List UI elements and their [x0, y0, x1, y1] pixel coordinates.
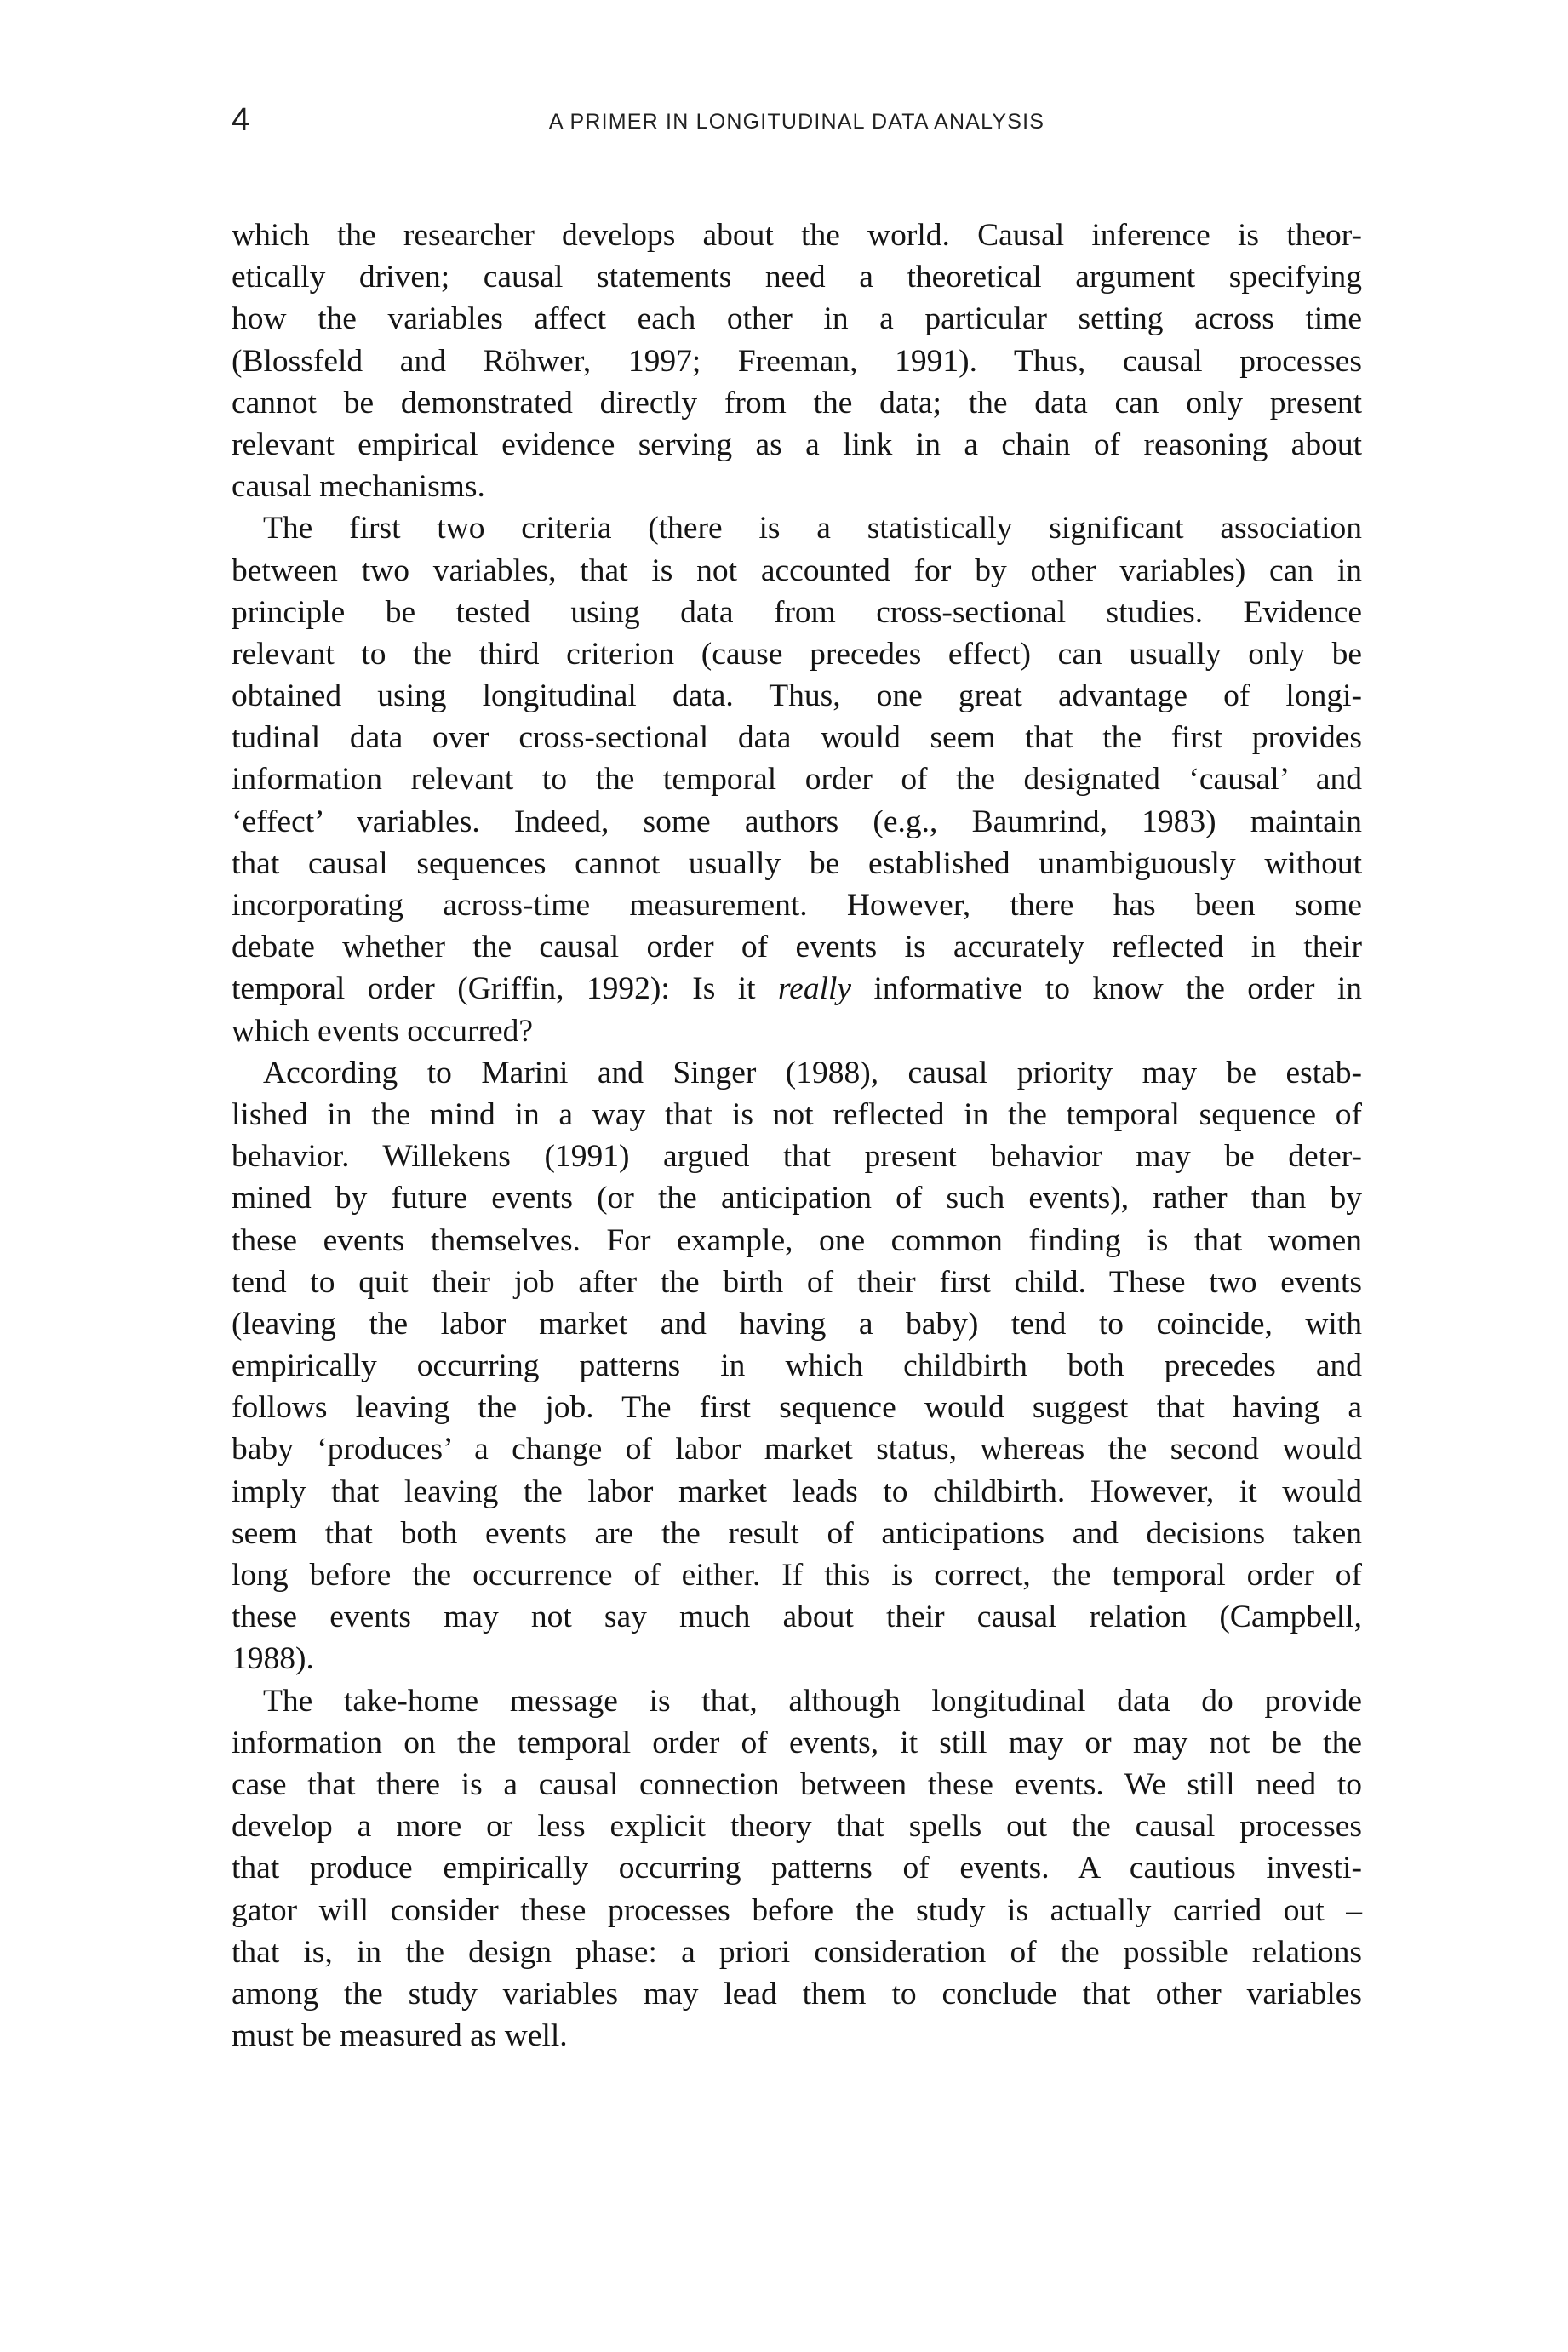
text-line: relevant empirical evidence serving as a link in a chain of reasoning about	[232, 426, 1362, 462]
text-line: tudinal data over cross-sectional data would seem that the first provides	[232, 720, 1362, 756]
text-line: The take-home message is that, although longitudinal data do provide	[263, 1683, 1362, 1719]
body-text	[232, 215, 1362, 2057]
text-fragment: temporal order (Griffin, 1992): Is it	[232, 971, 778, 1007]
text-line: (Blossfeld and Röhwer, 1997; Freeman, 1991). Thus, causal processes	[232, 343, 1362, 379]
text-line: these events themselves. For example, one common finding is that women	[232, 1222, 1362, 1258]
text-line: among the study variables may lead them to conclude that other variables	[232, 1976, 1362, 2012]
text-line: lished in the mind in a way that is not reflected in the temporal sequence of	[232, 1096, 1362, 1132]
text-line: information on the temporal order of events, it still may or may not be the	[232, 1725, 1362, 1760]
paragraph-1	[232, 215, 1362, 507]
text-line: cannot be demonstrated directly from the data; the data can only present	[232, 385, 1362, 421]
text-line: long before the occurrence of either. If this is correct, the temporal order of	[232, 1558, 1362, 1593]
text-line: gator will consider these processes before the study is actually carried out –	[232, 1892, 1362, 1928]
text-line: principle be tested using data from cross-sectional studies. Evidence	[232, 594, 1362, 630]
text-line: baby ‘produces’ a change of labor market status, whereas the second would	[232, 1432, 1362, 1468]
text-line: these events may not say much about their causal relation (Campbell,	[232, 1599, 1362, 1635]
text-line: imply that leaving the labor market leads to childbirth. However, it would	[232, 1474, 1362, 1509]
text-line-with-italic	[232, 968, 1362, 1010]
text-line: tend to quit their job after the birth of their first child. These two events	[232, 1264, 1362, 1300]
text-line: how the variables affect each other in a particular setting across time	[232, 301, 1362, 337]
text-line: debate whether the causal order of events is accurately reflected in their	[232, 930, 1362, 965]
text-line: which events occurred?	[232, 1013, 533, 1049]
text-line: mined by future events (or the anticipation of such events), rather than by	[232, 1181, 1362, 1216]
text-line: develop a more or less explicit theory that spells out the causal processes	[232, 1809, 1362, 1845]
text-line: causal mechanisms.	[232, 469, 485, 505]
text-line: behavior. Willekens (1991) argued that present behavior may be deter-	[232, 1139, 1362, 1175]
text-line: (leaving the labor market and having a baby) tend to coincide, with	[232, 1306, 1362, 1342]
text-line: that produce empirically occurring patterns of events. A cautious investi-	[232, 1851, 1362, 1886]
text-line: between two variables, that is not accounted for by other variables) can in	[232, 552, 1362, 588]
page-number: 4	[232, 102, 250, 138]
text-line: follows leaving the job. The first sequence would suggest that having a	[232, 1390, 1362, 1426]
text-line: obtained using longitudinal data. Thus, one great advantage of longi-	[232, 678, 1362, 714]
text-line: 1988).	[232, 1641, 314, 1677]
text-line: that causal sequences cannot usually be established unambiguously without	[232, 845, 1362, 881]
text-line: The first two criteria (there is a statistically significant association	[263, 511, 1362, 547]
text-line: seem that both events are the result of anticipations and decisions taken	[232, 1515, 1362, 1551]
text-line: ‘effect’ variables. Indeed, some authors (e.g., Baumrind, 1983) maintain	[232, 804, 1362, 839]
text-line: that is, in the design phase: a priori consideration of the possible relations	[232, 1934, 1362, 1970]
text-fragment: informative to know the order in	[851, 971, 1363, 1007]
text-line: According to Marini and Singer (1988), causal priority may be estab-	[263, 1055, 1362, 1090]
text-line: information relevant to the temporal order of the designated ‘causal’ and	[232, 762, 1362, 798]
text-line: empirically occurring patterns in which childbirth both precedes and	[232, 1348, 1362, 1384]
text-line: which the researcher develops about the world. Causal inference is theor-	[232, 218, 1362, 253]
text-line: must be measured as well.	[232, 2018, 568, 2054]
paragraph-4	[232, 1680, 1362, 2057]
paragraph-2	[232, 507, 1362, 1051]
text-line: relevant to the third criterion (cause precedes effect) can usually only be	[232, 636, 1362, 672]
paragraph-3	[232, 1052, 1362, 1680]
italic-emphasis: really	[777, 971, 852, 1007]
text-line: case that there is a causal connection between these events. We still need to	[232, 1766, 1362, 1802]
text-line: incorporating across-time measurement. However, there has been some	[232, 888, 1362, 923]
running-head	[232, 99, 1362, 141]
running-title: A PRIMER IN LONGITUDINAL DATA ANALYSIS	[548, 110, 1045, 134]
text-line: etically driven; causal statements need a theoretical argument specifying	[232, 260, 1362, 295]
